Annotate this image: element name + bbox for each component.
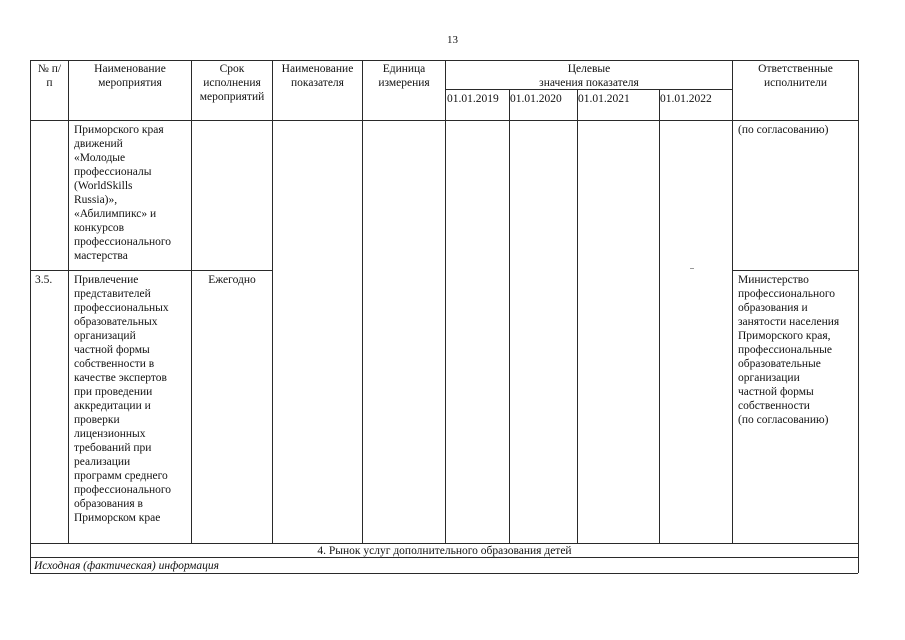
header-date-2019: 01.01.2019 <box>447 93 499 105</box>
header-event: Наименование мероприятия <box>94 63 166 89</box>
col-divider-2021 <box>659 89 660 543</box>
row-2-responsible: Министерство профессионального образования и занятости населения Приморского края, профессиональные образовательные организации частной формы собственности (по согласованию) <box>738 274 840 426</box>
header-date-2020: 01.01.2020 <box>510 93 562 105</box>
col-divider-indicator <box>362 60 363 543</box>
source-info-label: Исходная (фактическая) информация <box>34 560 219 572</box>
col-divider-deadline <box>272 60 273 543</box>
header-num: № п/ п <box>37 63 62 89</box>
col-divider-2020 <box>577 89 578 543</box>
header-responsible: Ответственные исполнители <box>758 63 833 89</box>
scan-mark <box>690 268 694 269</box>
table-border-top <box>30 60 858 61</box>
header-indicator: Наименование показателя <box>281 63 354 89</box>
row-2-num: 3.5. <box>35 274 53 286</box>
col-divider-num <box>68 60 69 543</box>
row-divider-responsible <box>732 270 858 271</box>
header-date-2021: 01.01.2021 <box>578 93 630 105</box>
row-2-deadline: Ежегодно <box>208 274 256 286</box>
row-2-event: Привлечение представителей профессиональных образовательных организаций частной формы собственности в качестве экспертов при проведении аккредитации и проверки лицензионных требований при реализации программ среднего профессионального образования в Приморском крае <box>74 274 172 524</box>
col-divider-targets <box>732 60 733 543</box>
section-title: 4. Рынок услуг дополнительного образования детей <box>317 545 572 557</box>
table-border-right <box>858 60 859 573</box>
page-number: 13 <box>447 34 458 46</box>
header-bottom-rule <box>30 120 858 121</box>
row-1-event: Приморского края движений «Молодые профессионалы (WorldSkills Russia)», «Абилимпикс» и конкурсов профессионального мастерства <box>74 124 172 262</box>
col-divider-2019 <box>509 89 510 543</box>
header-deadline: Срок исполнения мероприятий <box>199 63 265 103</box>
header-targets: Целевые значения показателя <box>539 63 639 89</box>
header-unit: Единица измерения <box>378 63 430 89</box>
table-border-left <box>30 60 31 573</box>
header-date-2022: 01.01.2022 <box>660 93 712 105</box>
table-border-bottom <box>30 573 858 574</box>
row-divider <box>30 270 272 271</box>
row-1-responsible: (по согласованию) <box>738 124 829 136</box>
col-divider-unit <box>445 60 446 543</box>
col-divider-event <box>191 60 192 543</box>
